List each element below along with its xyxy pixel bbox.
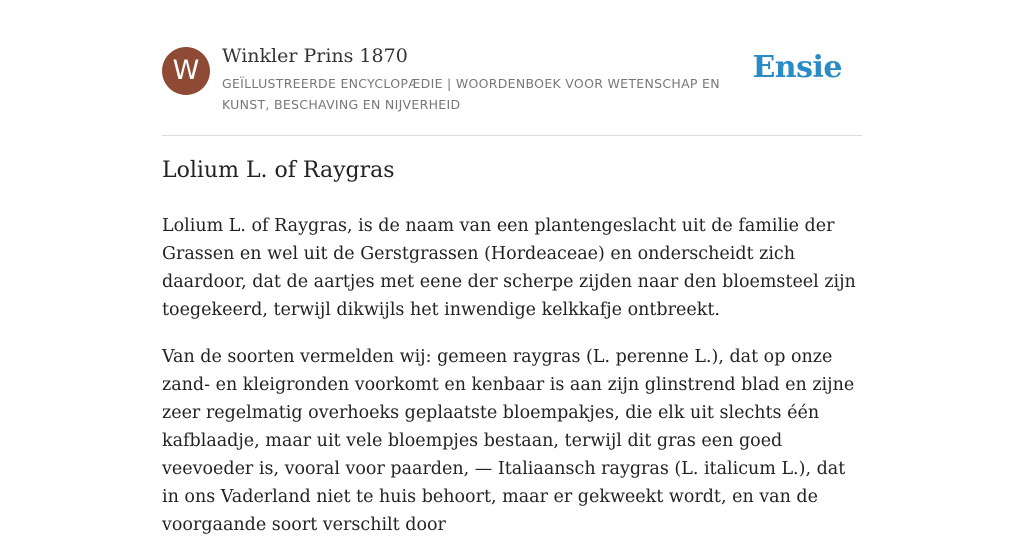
article-paragraph: Van de soorten vermelden wij: gemeen raygras (L. perenne L.), dat op onze zand- en kleigronden voorkomt en kenbaar is aan zijn glinstrend blad en zijne zeer regelmatig overhoeks geplaatste bloempakjes, die elk uit slechts één kafblaadje, maar uit vele bloempjes bestaan, terwijl dit gras een goed veevoeder is, vooral voor paarden, — Italiaansch raygras (L. italicum L.), dat in ons Vaderland niet te huis behoort, maar er gekweekt wordt, en van de voorgaande soort verschilt door — [162, 347, 855, 535]
ensie-logo[interactable]: Ensie — [752, 50, 842, 85]
article-paragraph: Lolium L. of Raygras, is de naam van een plantengeslacht uit de familie der Grassen en wel uit de Gerstgrassen (Hordeaceae) en onderscheidt zich daardoor, dat de aartjes met eene der scherpe zijden naar den bloemsteel zijn toegekeerd, terwijl dikwijls het inwendige kelkkafje ontbreekt. — [162, 216, 856, 320]
page — [162, 0, 862, 535]
source-title[interactable]: Winkler Prins 1870 — [222, 45, 408, 67]
source-subtitle: GEÏLLUSTREERDE ENCYCLOPÆDIE | WOORDENBOEK VOOR WETENSCHAP EN KUNST, BESCHAVING EN NIJVERHEID — [222, 76, 720, 112]
source-avatar[interactable]: W — [162, 47, 210, 95]
article-title: Lolium L. of Raygras — [162, 158, 395, 183]
header — [162, 0, 862, 136]
